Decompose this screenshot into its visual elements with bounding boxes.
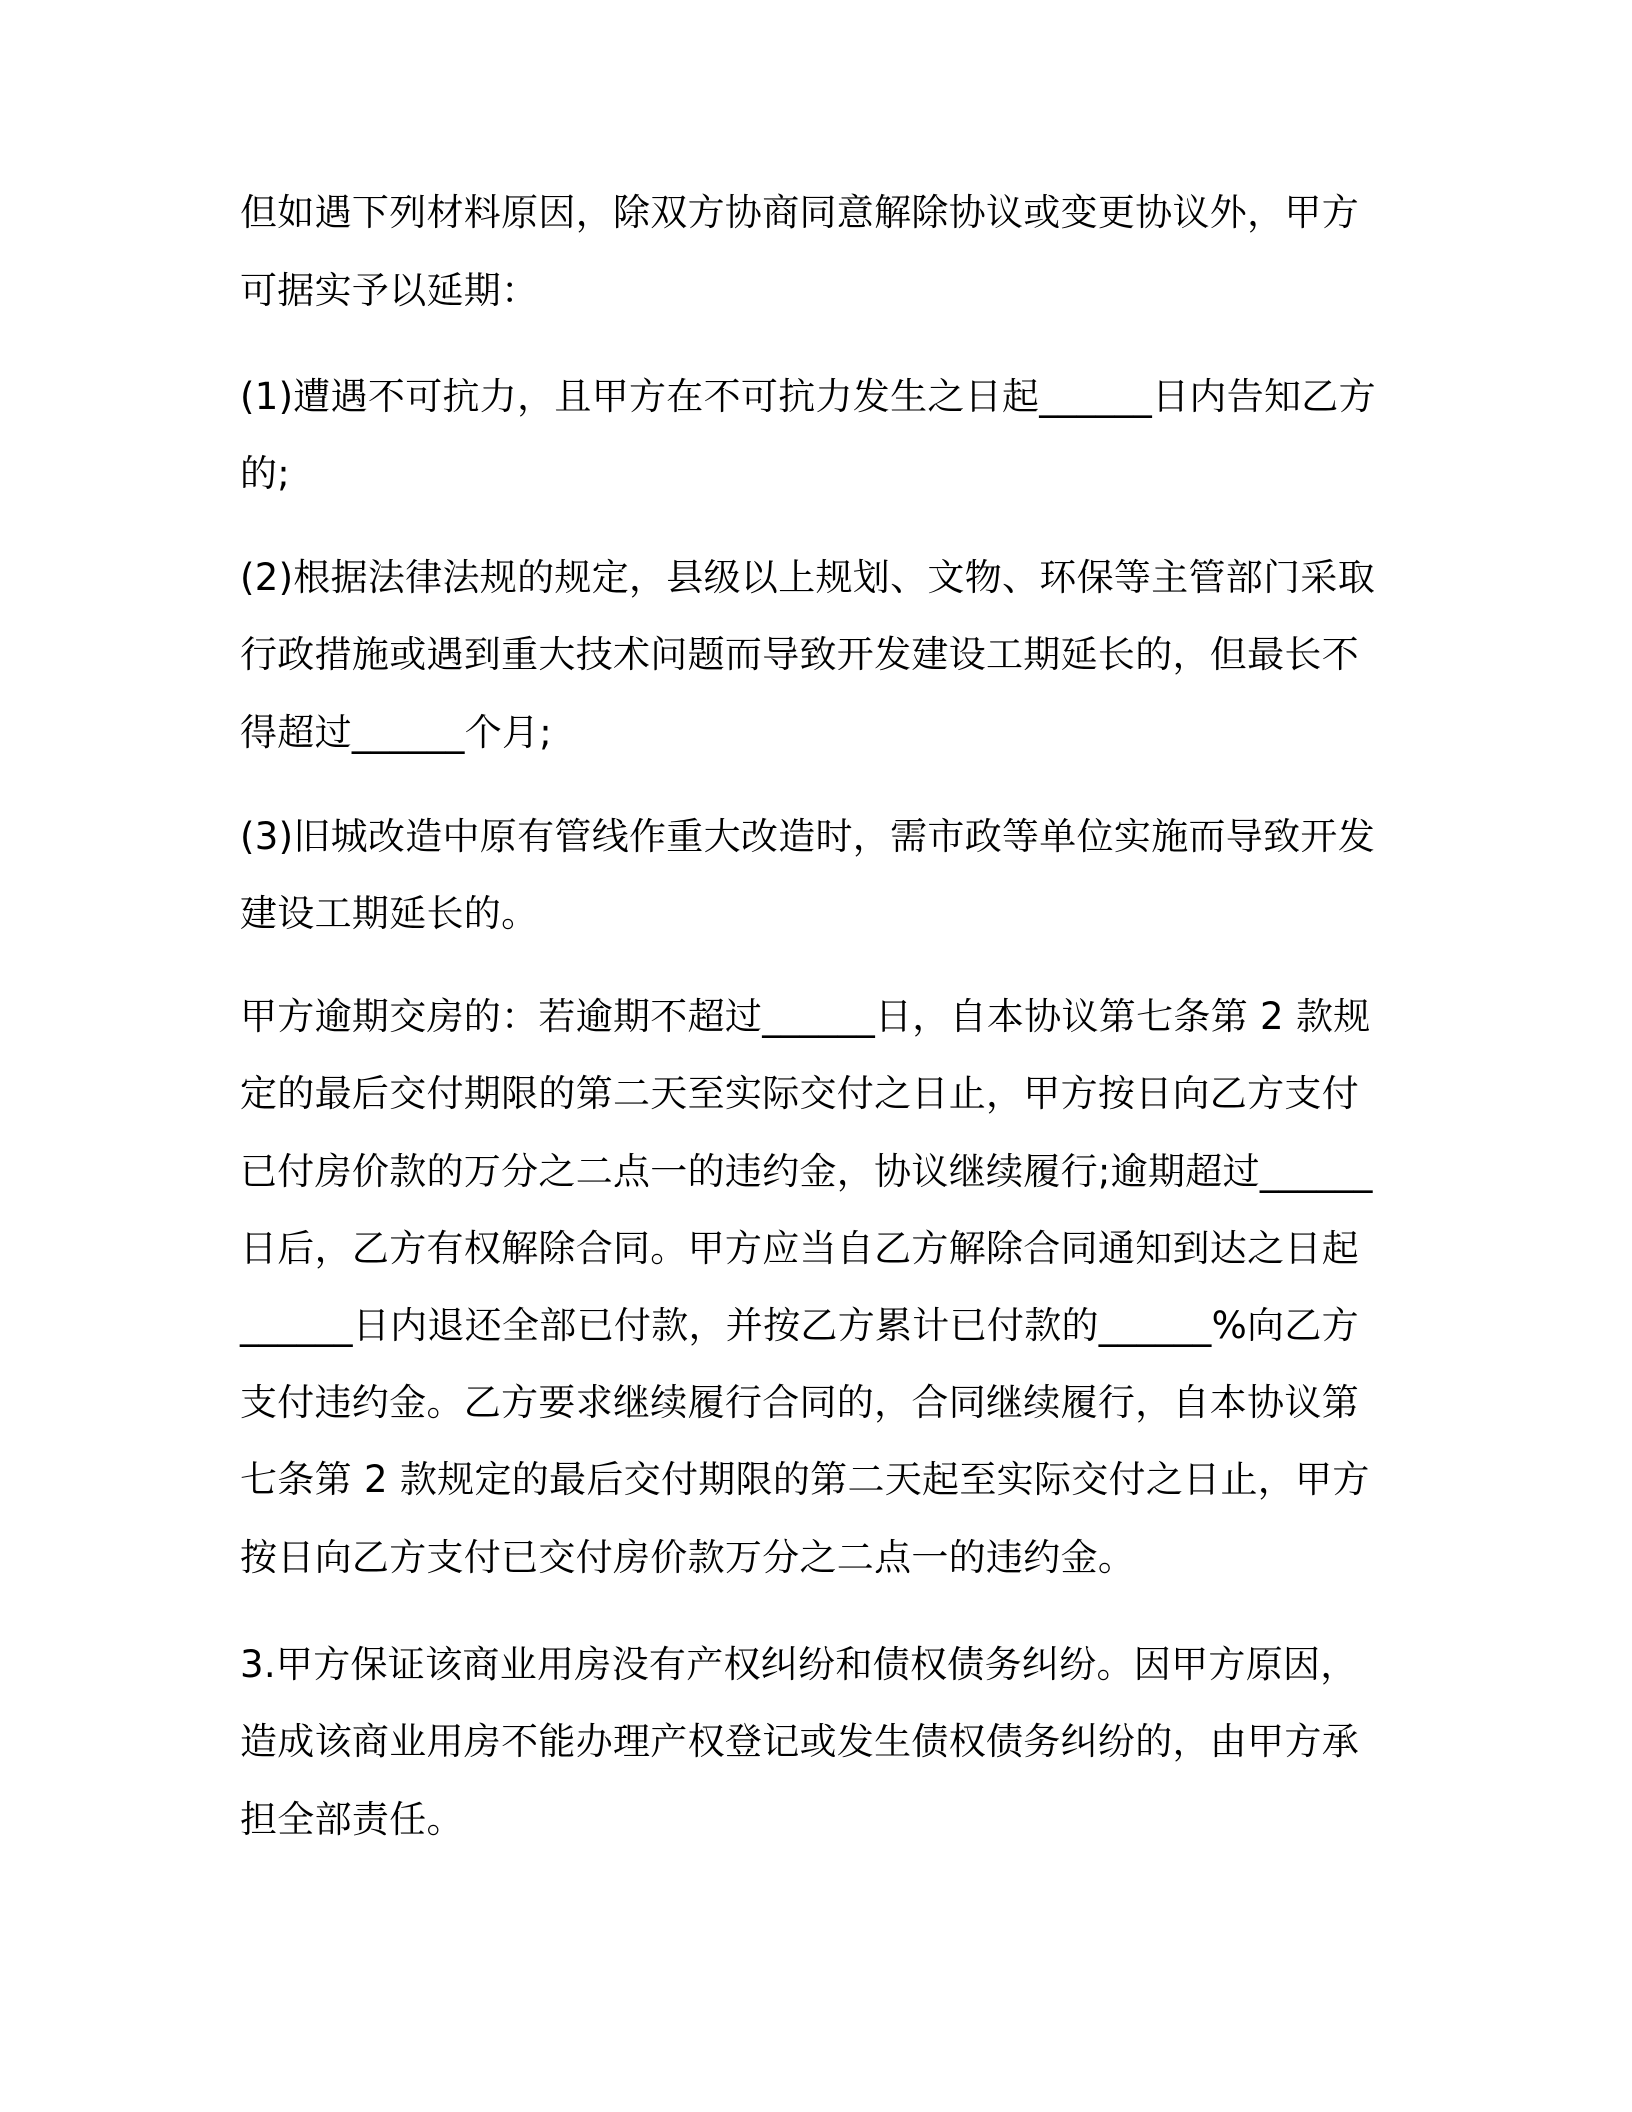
paragraph-5-line-6: 支付违约金。乙方要求继续履行合同的，合同继续履行，自本协议第 <box>240 1381 1359 1424</box>
paragraph-3-line-3: 得超过______个月; <box>240 711 553 754</box>
paragraph-4-line-2: 建设工期延长的。 <box>240 892 539 935</box>
paragraph-3-line-2: 行政措施或遇到重大技术问题而导致开发建设工期延长的，但最长不 <box>240 633 1359 676</box>
paragraph-5-line-5: ______日内退还全部已付款，并按乙方累计已付款的______%向乙方 <box>240 1304 1359 1347</box>
paragraph-6-line-1: 3.甲方保证该商业用房没有产权纠纷和债权债务纠纷。因甲方原因， <box>240 1643 1358 1686</box>
paragraph-3-line-1: (2)根据法律法规的规定，县级以上规划、文物、环保等主管部门采取 <box>240 556 1376 599</box>
paragraph-5-line-2: 定的最后交付期限的第二天至实际交付之日止，甲方按日向乙方支付 <box>240 1072 1359 1115</box>
paragraph-5-line-8: 按日向乙方支付已交付房价款万分之二点一的违约金。 <box>240 1536 1136 1579</box>
paragraph-6-line-2: 造成该商业用房不能办理产权登记或发生债权债务纠纷的，由甲方承 <box>240 1720 1359 1763</box>
paragraph-6-line-3: 担全部责任。 <box>240 1798 464 1841</box>
paragraph-1-line-1: 但如遇下列材料原因，除双方协商同意解除协议或变更协议外，甲方 <box>240 191 1359 234</box>
paragraph-2-line-1: (1)遭遇不可抗力，且甲方在不可抗力发生之日起______日内告知乙方 <box>240 375 1376 418</box>
paragraph-5-line-1: 甲方逾期交房的：若逾期不超过______日，自本协议第七条第 2 款规 <box>240 995 1371 1038</box>
paragraph-1-line-2: 可据实予以延期： <box>240 269 539 312</box>
paragraph-5-line-7: 七条第 2 款规定的最后交付期限的第二天起至实际交付之日止，甲方 <box>240 1458 1370 1501</box>
paragraph-5-line-3: 已付房价款的万分之二点一的违约金，协议继续履行;逾期超过______ <box>240 1150 1373 1193</box>
paragraph-2-line-2: 的; <box>240 452 291 495</box>
paragraph-4-line-1: (3)旧城改造中原有管线作重大改造时，需市政等单位实施而导致开发 <box>240 815 1376 858</box>
paragraph-5-line-4: 日后，乙方有权解除合同。甲方应当自乙方解除合同通知到达之日起 <box>240 1227 1359 1270</box>
